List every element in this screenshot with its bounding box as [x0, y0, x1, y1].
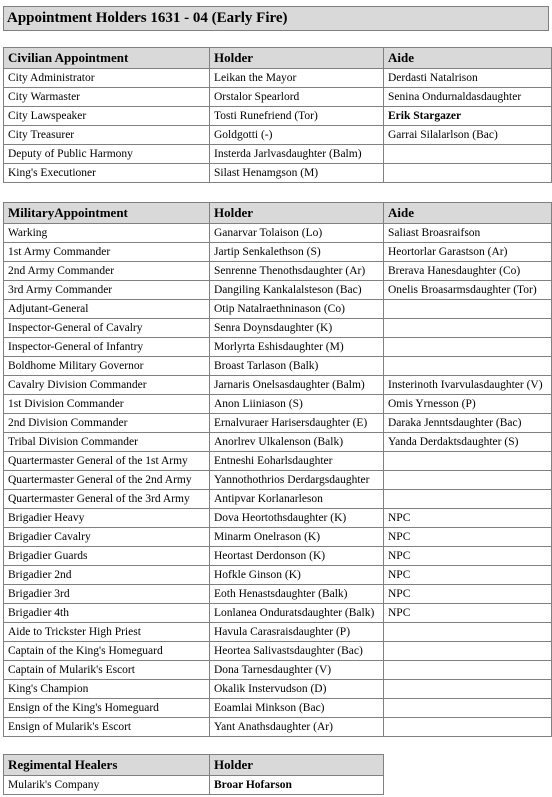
appointment-cell: Brigadier Guards [4, 547, 210, 566]
holder-cell: Orstalor Spearlord [210, 88, 384, 107]
appointment-cell: Deputy of Public Harmony [4, 145, 210, 164]
holder-cell: Otip Natalraethninason (Co) [210, 300, 384, 319]
holder-cell: Entneshi Eoharlsdaughter [210, 452, 384, 471]
aide-cell: NPC [384, 585, 552, 604]
holder-cell: Dona Tarnesdaughter (V) [210, 661, 384, 680]
appointment-cell: City Administrator [4, 69, 210, 88]
aide-cell: Yanda Derdaktsdaughter (S) [384, 433, 552, 452]
military-table [3, 202, 552, 737]
appointment-cell: Brigadier Cavalry [4, 528, 210, 547]
aide-cell: Saliast Broasraifson [384, 224, 552, 243]
table-header-row [4, 48, 552, 69]
holder-cell: Goldgotti (-) [210, 126, 384, 145]
aide-cell: Omis Yrnesson (P) [384, 395, 552, 414]
appointment-cell: Cavalry Division Commander [4, 376, 210, 395]
appointment-cell: Brigadier 4th [4, 604, 210, 623]
aide-cell: NPC [384, 566, 552, 585]
holder-cell: Morlyrta Eshisdaughter (M) [210, 338, 384, 357]
table-row [4, 661, 552, 680]
holder-cell: Hofkle Ginson (K) [210, 566, 384, 585]
holder-cell: Minarm Onelrason (K) [210, 528, 384, 547]
holder-cell: Broast Tarlason (Balk) [210, 357, 384, 376]
table-row [4, 623, 552, 642]
table-row [4, 376, 552, 395]
column-header: MilitaryAppointment [4, 203, 210, 224]
table-row [4, 528, 552, 547]
table-row [4, 490, 552, 509]
column-header: Aide [384, 48, 552, 69]
healers-table [3, 754, 384, 795]
holder-cell: Heortea Salivastsdaughter (Bac) [210, 642, 384, 661]
holder-cell: Broar Hofarson [210, 776, 384, 795]
table-row [4, 224, 552, 243]
table-row [4, 319, 552, 338]
holder-cell: Jarnaris Onelsasdaughter (Balm) [210, 376, 384, 395]
column-header: Regimental Healers [4, 755, 210, 776]
aide-cell: Erik Stargazer [384, 107, 552, 126]
holder-cell: Heortast Derdonson (K) [210, 547, 384, 566]
holder-cell: Tosti Runefriend (Tor) [210, 107, 384, 126]
aide-cell: NPC [384, 547, 552, 566]
aide-cell [384, 471, 552, 490]
appointment-cell: Captain of the King's Homeguard [4, 642, 210, 661]
holder-cell: Dova Heortothsdaughter (K) [210, 509, 384, 528]
column-header: Aide [384, 203, 552, 224]
table-row [4, 88, 552, 107]
appointment-cell: 3rd Army Commander [4, 281, 210, 300]
table-row [4, 585, 552, 604]
appointment-cell: Captain of Mularik's Escort [4, 661, 210, 680]
aide-cell: Senina Ondurnaldasdaughter [384, 88, 552, 107]
table-row [4, 126, 552, 145]
table-row [4, 395, 552, 414]
aide-cell [384, 680, 552, 699]
column-header: Holder [210, 203, 384, 224]
table-row [4, 566, 552, 585]
appointment-cell: King's Champion [4, 680, 210, 699]
appointment-cell: City Lawspeaker [4, 107, 210, 126]
table-header-row [4, 755, 384, 776]
appointment-cell: Inspector-General of Cavalry [4, 319, 210, 338]
aide-cell [384, 357, 552, 376]
appointment-cell: Aide to Trickster High Priest [4, 623, 210, 642]
aide-cell: Brerava Hanesdaughter (Co) [384, 262, 552, 281]
aide-cell [384, 319, 552, 338]
table-row [4, 509, 552, 528]
table-row [4, 642, 552, 661]
aide-cell: NPC [384, 604, 552, 623]
title-table [3, 6, 549, 31]
appointment-cell: Brigadier 3rd [4, 585, 210, 604]
table-row [4, 300, 552, 319]
aide-cell [384, 145, 552, 164]
holder-cell: Senrenne Thenothsdaughter (Ar) [210, 262, 384, 281]
table-row [4, 471, 552, 490]
holder-cell: Eoamlai Minkson (Bac) [210, 699, 384, 718]
table-header-row [4, 203, 552, 224]
table-row [4, 164, 552, 183]
aide-cell [384, 642, 552, 661]
aide-cell [384, 718, 552, 737]
aide-cell [384, 661, 552, 680]
table-row [4, 243, 552, 262]
holder-cell: Leikan the Mayor [210, 69, 384, 88]
appointment-cell: Quartermaster General of the 1st Army [4, 452, 210, 471]
appointment-cell: King's Executioner [4, 164, 210, 183]
appointment-cell: Ensign of Mularik's Escort [4, 718, 210, 737]
holder-cell: Eoth Henastsdaughter (Balk) [210, 585, 384, 604]
table-row [4, 452, 552, 471]
aide-cell: Derdasti Natalrison [384, 69, 552, 88]
table-row [4, 145, 552, 164]
holder-cell: Insterda Jarlvasdaughter (Balm) [210, 145, 384, 164]
appointment-cell: 2nd Army Commander [4, 262, 210, 281]
holder-cell: Dangiling Kankalalsteson (Bac) [210, 281, 384, 300]
table-row [4, 281, 552, 300]
holder-cell: Yannothothrios Derdargsdaughter [210, 471, 384, 490]
appointment-cell: Brigadier 2nd [4, 566, 210, 585]
appointment-cell: Quartermaster General of the 3rd Army [4, 490, 210, 509]
holder-cell: Okalik Instervudson (D) [210, 680, 384, 699]
aide-cell: Garrai Silalarlson (Bac) [384, 126, 552, 145]
appointment-cell: Boldhome Military Governor [4, 357, 210, 376]
holder-cell: Anon Liiniason (S) [210, 395, 384, 414]
civilian-table [3, 47, 552, 183]
appointment-cell: Tribal Division Commander [4, 433, 210, 452]
table-row [4, 262, 552, 281]
aide-cell: Daraka Jenntsdaughter (Bac) [384, 414, 552, 433]
holder-cell: Yant Anathsdaughter (Ar) [210, 718, 384, 737]
table-row [4, 776, 384, 795]
table-row [4, 718, 552, 737]
aide-cell: NPC [384, 528, 552, 547]
appointment-cell: Warking [4, 224, 210, 243]
holder-cell: Ernalvuraer Harisersdaughter (E) [210, 414, 384, 433]
appointment-cell: 1st Division Commander [4, 395, 210, 414]
holder-cell: Anorlrev Ulkalenson (Balk) [210, 433, 384, 452]
appointment-cell: Inspector-General of Infantry [4, 338, 210, 357]
holder-cell: Havula Carasraisdaughter (P) [210, 623, 384, 642]
aide-cell: NPC [384, 509, 552, 528]
appointment-cell: Quartermaster General of the 2nd Army [4, 471, 210, 490]
appointment-cell: Brigadier Heavy [4, 509, 210, 528]
aide-cell [384, 338, 552, 357]
aide-cell [384, 164, 552, 183]
aide-cell: Onelis Broasarmsdaughter (Tor) [384, 281, 552, 300]
aide-cell [384, 490, 552, 509]
table-row [4, 414, 552, 433]
column-header: Civilian Appointment [4, 48, 210, 69]
appointment-cell: 2nd Division Commander [4, 414, 210, 433]
aide-cell [384, 699, 552, 718]
appointment-cell: Ensign of the King's Homeguard [4, 699, 210, 718]
column-header: Holder [210, 48, 384, 69]
table-row [4, 357, 552, 376]
table-row [4, 604, 552, 623]
appointment-cell: Adjutant-General [4, 300, 210, 319]
table-row [4, 107, 552, 126]
table-row [4, 69, 552, 88]
holder-cell: Silast Henamgson (M) [210, 164, 384, 183]
table-row [4, 680, 552, 699]
aide-cell [384, 623, 552, 642]
appointment-cell: City Treasurer [4, 126, 210, 145]
appointment-cell: 1st Army Commander [4, 243, 210, 262]
appointment-cell: Mularik's Company [4, 776, 210, 795]
holder-cell: Lonlanea Onduratsdaughter (Balk) [210, 604, 384, 623]
aide-cell: Heortorlar Garastson (Ar) [384, 243, 552, 262]
aide-cell [384, 452, 552, 471]
table-row [4, 338, 552, 357]
appointment-cell: City Warmaster [4, 88, 210, 107]
holder-cell: Senra Doynsdaughter (K) [210, 319, 384, 338]
aide-cell [384, 300, 552, 319]
table-row [4, 433, 552, 452]
table-row [4, 547, 552, 566]
table-row [4, 699, 552, 718]
holder-cell: Jartip Senkalethson (S) [210, 243, 384, 262]
aide-cell: Insterinoth Ivarvulasdaughter (V) [384, 376, 552, 395]
column-header: Holder [210, 755, 384, 776]
holder-cell: Antipvar Korlanarleson [210, 490, 384, 509]
holder-cell: Ganarvar Tolaison (Lo) [210, 224, 384, 243]
page-title: Appointment Holders 1631 - 04 (Early Fire) [4, 7, 549, 31]
